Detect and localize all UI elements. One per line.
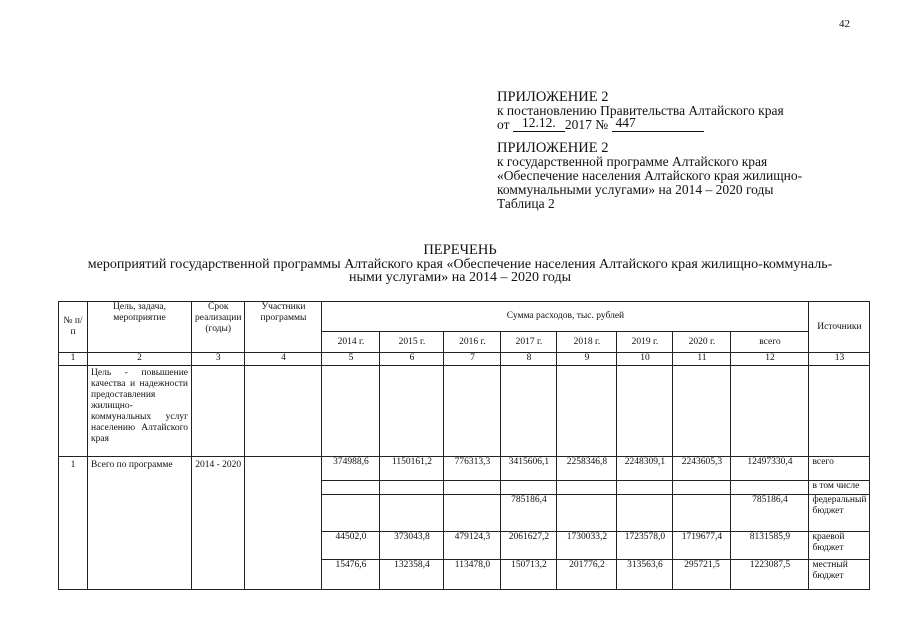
column-number: 3 — [192, 353, 245, 366]
appendix-2-line-2: «Обеспечение населения Алтайского края жилищно- — [497, 168, 803, 183]
cell-value: 785186,4 — [731, 495, 809, 532]
appendix-2-line-3: коммунальными услугами» на 2014 – 2020 годы — [497, 182, 774, 197]
title-line-3: ными услугами» на 2014 – 2020 годы — [349, 270, 571, 285]
column-number: 12 — [731, 353, 809, 366]
header-expenses: Сумма расходов, тыс. рублей — [322, 302, 809, 332]
header-year: 2015 г. — [380, 332, 444, 353]
cell-value: 113478,0 — [444, 560, 501, 590]
header-year: 2018 г. — [557, 332, 617, 353]
cell-value: 2061627,2 — [501, 532, 557, 560]
title-line-2: мероприятий государственной программы Алтайского края «Обеспечение населения Алтайского края жилищно-коммуналь- — [87, 256, 833, 272]
cell-value: 785186,4 — [501, 495, 557, 532]
cell-value — [617, 495, 673, 532]
cell-value: 2258346,8 — [557, 457, 617, 481]
cell-value: 150713,2 — [501, 560, 557, 590]
measures-table — [58, 301, 870, 590]
cell-value — [322, 495, 380, 532]
source-label: федеральный бюджет — [809, 495, 870, 532]
year-number-label: 2017 № — [564, 117, 609, 132]
cell-value: 1223087,5 — [731, 560, 809, 590]
program-period: 2014 - 2020 — [192, 457, 245, 590]
column-number: 1 — [59, 353, 88, 366]
header-year: 2017 г. — [501, 332, 557, 353]
appendix-1-date-line — [497, 115, 867, 132]
appendix-2-line-4: Таблица 2 — [497, 196, 555, 211]
cell-value — [673, 481, 731, 495]
cell-value: 374988,6 — [322, 457, 380, 481]
cell-value — [380, 495, 444, 532]
column-number: 2 — [88, 353, 192, 366]
number-handwritten: 447 — [615, 115, 636, 130]
column-number: 13 — [809, 353, 870, 366]
cell-value: 1730033,2 — [557, 532, 617, 560]
table-row — [59, 457, 870, 481]
column-number: 9 — [557, 353, 617, 366]
date-field — [513, 115, 565, 132]
appendix-1-block — [497, 90, 867, 132]
header-participants: Участники программы — [245, 302, 322, 353]
cell-value: 1150161,2 — [380, 457, 444, 481]
header-year: 2020 г. — [673, 332, 731, 353]
cell-value: 2243605,3 — [673, 457, 731, 481]
from-label: от — [497, 117, 510, 132]
cell-value: 201776,2 — [557, 560, 617, 590]
cell-value — [557, 481, 617, 495]
goal-row — [59, 366, 870, 457]
cell-value: 132358,4 — [380, 560, 444, 590]
cell-value: 295721,5 — [673, 560, 731, 590]
column-number: 6 — [380, 353, 444, 366]
cell-value — [444, 495, 501, 532]
cell-value: 44502,0 — [322, 532, 380, 560]
cell-value — [673, 495, 731, 532]
cell-value: 313563,6 — [617, 560, 673, 590]
appendix-2-block — [497, 141, 867, 211]
cell-value: 776313,3 — [444, 457, 501, 481]
cell-value: 8131585,9 — [731, 532, 809, 560]
program-name: Всего по программе — [88, 457, 192, 590]
column-number: 5 — [322, 353, 380, 366]
document-title — [40, 244, 880, 285]
column-number: 8 — [501, 353, 557, 366]
program-num: 1 — [59, 457, 88, 590]
appendix-2-heading: ПРИЛОЖЕНИЕ 2 — [497, 140, 609, 156]
source-label: местный бюджет — [809, 560, 870, 590]
source-label: краевой бюджет — [809, 532, 870, 560]
column-number: 4 — [245, 353, 322, 366]
column-number: 10 — [617, 353, 673, 366]
cell-value: 1723578,0 — [617, 532, 673, 560]
title-line-1: ПЕРЕЧЕНЬ — [423, 242, 497, 258]
cell-value: 12497330,4 — [731, 457, 809, 481]
column-number: 11 — [673, 353, 731, 366]
column-number: 7 — [444, 353, 501, 366]
header-num: № п/п — [59, 302, 88, 353]
cell-value — [501, 481, 557, 495]
cell-value — [322, 481, 380, 495]
source-label: всего — [809, 457, 870, 481]
header-period: Срок реализации (годы) — [192, 302, 245, 353]
header-goal: Цель, задача, мероприятие — [88, 302, 192, 353]
appendix-1-line: к постановлению Правительства Алтайского края — [497, 103, 784, 118]
date-handwritten: 12.12. — [521, 115, 556, 130]
header-sources: Источники — [809, 302, 870, 353]
page-number: 42 — [839, 18, 850, 30]
header-year: 2014 г. — [322, 332, 380, 353]
cell-value — [380, 481, 444, 495]
cell-value: 479124,3 — [444, 532, 501, 560]
appendix-2-line-1: к государственной программе Алтайского края — [497, 154, 768, 169]
header-total: всего — [731, 332, 809, 353]
cell-value: 2248309,1 — [617, 457, 673, 481]
program-participants — [245, 457, 322, 590]
cell-value: 373043,8 — [380, 532, 444, 560]
cell-value — [731, 481, 809, 495]
appendix-1-heading: ПРИЛОЖЕНИЕ 2 — [497, 89, 609, 105]
header-year: 2019 г. — [617, 332, 673, 353]
number-field — [612, 115, 704, 132]
cell-value — [444, 481, 501, 495]
cell-value: 15476,6 — [322, 560, 380, 590]
goal-text: Цель - повышение качества и надежности предоставления жилищно-коммунальных услуг населению Алтайского края — [88, 366, 192, 457]
cell-value — [557, 495, 617, 532]
cell-value — [617, 481, 673, 495]
header-year: 2016 г. — [444, 332, 501, 353]
cell-value: 1719677,4 — [673, 532, 731, 560]
cell-value: 3415606,1 — [501, 457, 557, 481]
source-label: в том числе — [809, 481, 870, 495]
